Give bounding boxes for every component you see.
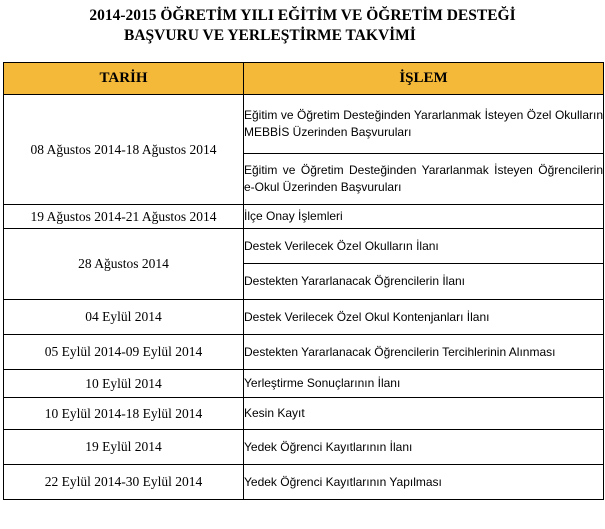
table-row xyxy=(4,370,604,398)
header-date: TARİH xyxy=(4,63,244,95)
row-operation xyxy=(244,229,604,264)
row-date: 19 Ağustos 2014-21 Ağustos 2014 xyxy=(4,205,244,229)
row-operation xyxy=(244,300,604,335)
row-operation xyxy=(244,205,604,229)
operation-text: Destek Verilecek Özel Okul Kontenjanları İlanı xyxy=(244,309,490,324)
row-date: 05 Eylül 2014-09 Eylül 2014 xyxy=(4,335,244,370)
table-header-row xyxy=(4,63,604,95)
row-operation xyxy=(244,264,604,300)
row-operation xyxy=(244,370,604,398)
operation-text: Destekten Yararlanacak Öğrencilerin Tercihlerinin Alınması xyxy=(244,344,556,359)
document-title-line-2: BAŞVURU VE YERLEŞTİRME TAKVİMİ xyxy=(124,27,416,44)
schedule-table xyxy=(3,62,604,500)
row-date: 22 Eylül 2014-30 Eylül 2014 xyxy=(4,465,244,500)
row-operation xyxy=(244,335,604,370)
row-operation xyxy=(244,398,604,430)
row-date: 08 Ağustos 2014-18 Ağustos 2014 xyxy=(4,95,244,205)
row-date: 19 Eylül 2014 xyxy=(4,430,244,465)
operation-text: Kesin Kayıt xyxy=(244,406,305,420)
table-row xyxy=(4,398,604,430)
operation-text: Yedek Öğrenci Kayıtlarının İlanı xyxy=(244,439,413,454)
row-date: 04 Eylül 2014 xyxy=(4,300,244,335)
table-row xyxy=(4,229,604,264)
row-operation xyxy=(244,465,604,500)
operation-text: Destekten Yararlanacak Öğrencilerin İlanı xyxy=(244,274,466,288)
header-operation: İŞLEM xyxy=(244,63,604,95)
operation-text: Yedek Öğrenci Kayıtlarının Yapılması xyxy=(244,474,442,489)
operation-text: Eğitim ve Öğretim Desteğinden Yararlanmak İsteyen Özel Okulların MEBBİS Üzerinden Başvuruları xyxy=(244,108,603,139)
operation-text: Destek Verilecek Özel Okulların İlanı xyxy=(244,238,439,253)
table-row xyxy=(4,430,604,465)
row-operation xyxy=(244,95,604,154)
table-row xyxy=(4,300,604,335)
operation-text: Yerleştirme Sonuçlarının İlanı xyxy=(244,376,401,390)
table-row xyxy=(4,465,604,500)
table-row xyxy=(4,95,604,154)
document-title-line-1: 2014-2015 ÖĞRETİM YILI EĞİTİM VE ÖĞRETİM DESTEĞİ xyxy=(89,7,516,24)
row-date: 28 Ağustos 2014 xyxy=(4,229,244,300)
row-operation xyxy=(244,154,604,205)
table-row xyxy=(4,335,604,370)
table-row xyxy=(4,205,604,229)
operation-text: Eğitim ve Öğretim Desteğinden Yararlanmak İsteyen Öğrencilerin e-Okul Üzerinden Başvuruları xyxy=(244,163,603,194)
row-date: 10 Eylül 2014-18 Eylül 2014 xyxy=(4,398,244,430)
row-date: 10 Eylül 2014 xyxy=(4,370,244,398)
row-operation xyxy=(244,430,604,465)
operation-text: İlçe Onay İşlemleri xyxy=(244,209,343,223)
